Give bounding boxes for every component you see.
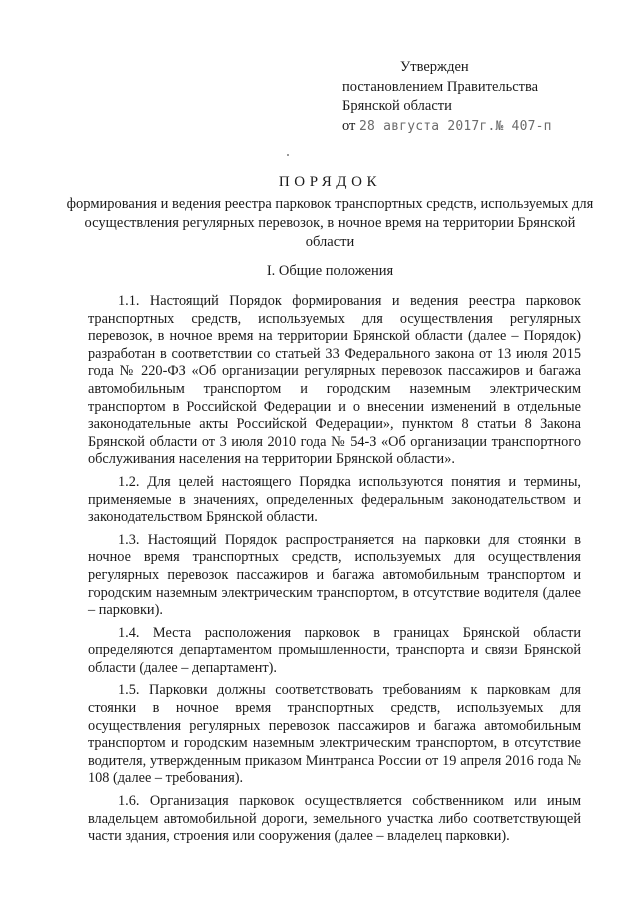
document-body (88, 293, 581, 846)
scan-speck (287, 154, 289, 156)
section-heading: I. Общие положения (266, 263, 394, 279)
paragraph-1-2: 1.2. Для целей настоящего Порядка используются понятия и термины, применяемые в значениях, определенных федеральным законодательством и законодательством Брянской области. (88, 473, 581, 526)
approval-line-resolution: постановлением Правительства (342, 78, 539, 95)
paragraph-1-5: 1.5. Парковки должны соответствовать требованиям к парковкам для стоянки в ночное время транспортных средств, используемых для осуществления регулярных перевозок пассажиров и багажа автомобильным транспортом и городским наземным электрическим транспортом, в отсутствие водителя, утвержденным приказом Минтранса России от 19 апреля 2016 года № 108 (далее – требования). (88, 682, 581, 787)
paragraph-1-4: 1.4. Места расположения парковок в границах Брянской области определяются департаментом промышленности, транспорта и связи Брянской области (далее – департамент). (88, 624, 581, 676)
document-title-block (60, 173, 600, 252)
document-title: ПОРЯДОК (278, 174, 382, 190)
approval-line-approved: Утвержден (400, 59, 469, 75)
document-subtitle: формирования и ведения реестра парковок транспортных средств, используемых для осуществления регулярных перевозок, в ночное время на территории Брянской области (66, 196, 594, 250)
paragraph-1-3: 1.3. Настоящий Порядок распространяется на парковки для стоянки в ночное время транспортных средств, используемых для осуществления регулярных перевозок пассажиров и багажа автомобильным транспортом и городским наземным электрическим транспортом, в отсутствие водителя (далее – парковки). (88, 531, 581, 619)
approval-date-stamp: 28 августа 2017г.№ 407-п (359, 118, 552, 134)
approval-block (342, 58, 622, 136)
paragraph-1-1: 1.1. Настоящий Порядок формирования и ведения реестра парковок транспортных средств, используемых для осуществления регулярных перевозок, в ночное время на территории Брянской области (далее – Порядок) разработан в соответствии со статьей 33 Федерального закона от 13 июля 2015 года № 220-ФЗ «Об организации регулярных перевозок пассажиров и багажа автомобильным транспортом и городским наземным электрическим транспортом в Российской Федерации и о внесении изменений в отдельные законодательные акты Российской Федерации», пунктом 8 статьи 8 Закона Брянской области от 3 июля 2010 года № 54-З «Об организации транспортного обслуживания населения на территории Брянской области». (88, 293, 581, 468)
paragraph-1-6: 1.6. Организация парковок осуществляется собственником или иным владельцем автомобильной дороги, земельного участка либо соответствующей части здания, строения или сооружения (далее – владелец парковки). (88, 793, 581, 845)
approval-date-line (342, 117, 622, 137)
approval-date-prefix: от (342, 117, 356, 134)
approval-line-region: Брянской области (342, 98, 452, 114)
